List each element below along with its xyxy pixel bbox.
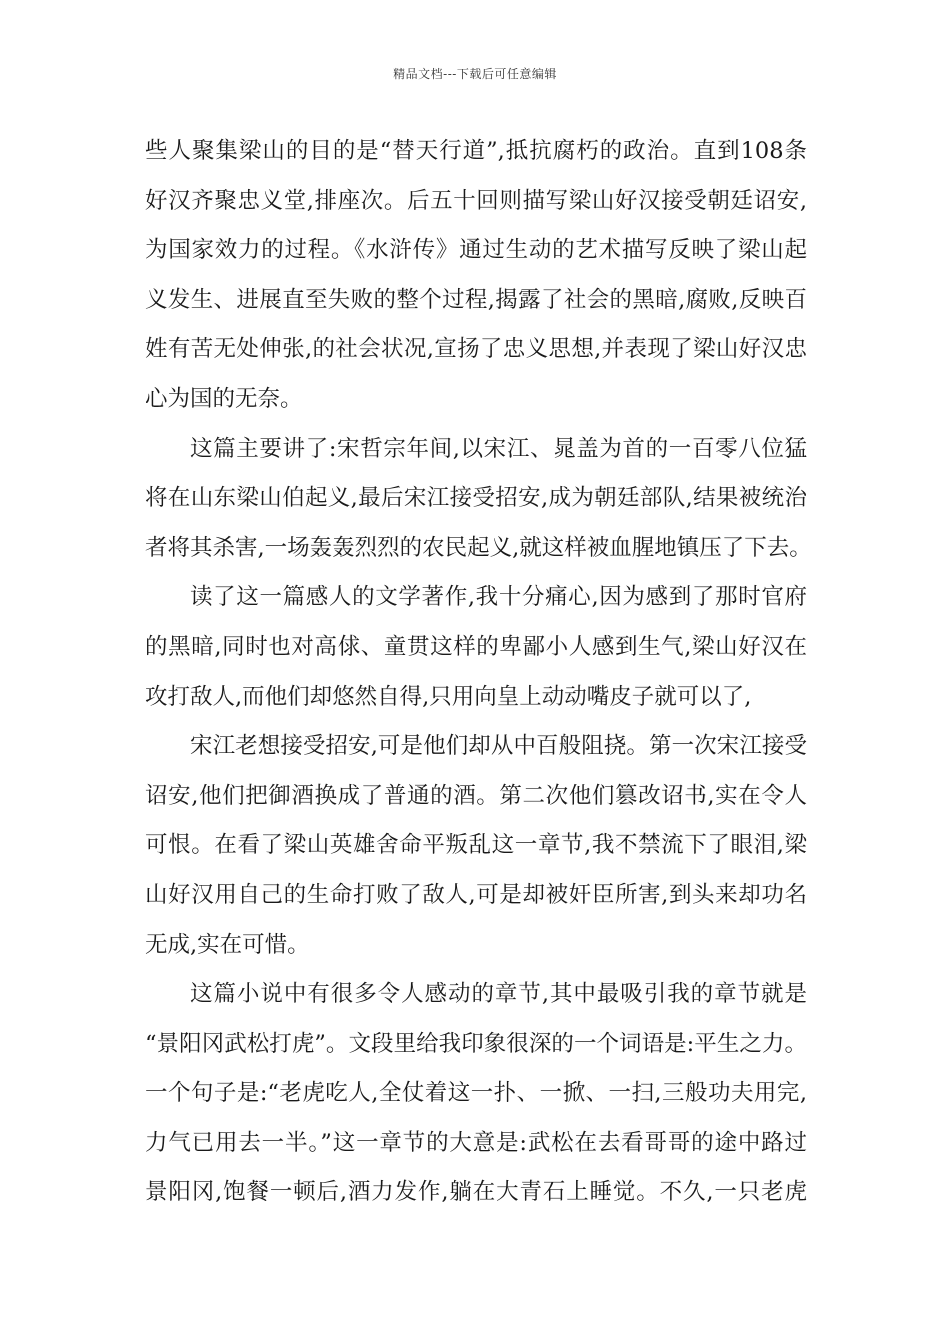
text-line: 为国家效力的过程。《水浒传》通过生动的艺术描写反映了梁山起 [145,237,807,264]
paragraph [145,728,807,976]
paragraph [145,976,807,1224]
text-line: 的黑暗,同时也对高俅、童贯这样的卑鄙小人感到生气,梁山好汉在 [145,633,807,660]
text-line: 诏安,他们把御酒换成了普通的酒。第二次他们篡改诏书,实在令人 [145,782,807,809]
text-line: 宋江老想接受招安,可是他们却从中百般阻挠。第一次宋江接受 [190,733,807,760]
text-line: 山好汉用自己的生命打败了敌人,可是却被奸臣所害,到头来却功名 [145,881,807,908]
text-line: 景阳冈,饱餐一顿后,酒力发作,躺在大青石上睡觉。不久,一只老虎 [145,1179,807,1206]
paragraph [145,579,807,728]
body-text [145,133,812,1224]
text-line: 好汉齐聚忠义堂,排座次。后五十回则描写梁山好汉接受朝廷诏安, [145,187,807,214]
text-line: 攻打敌人,而他们却悠然自得,只用向皇上动动嘴皮子就可以了, [145,683,752,710]
text-line: 将在山东梁山伯起义,最后宋江接受招安,成为朝廷部队,结果被统治 [145,485,807,512]
text-line: 一个句子是:“老虎吃人,全仗着这一扑、一掀、一扫,三般功夫用完, [145,1080,807,1107]
text-line: 姓有苦无处伸张,的社会状况,宣扬了忠义思想,并表现了梁山好汉忠 [145,336,807,363]
text-line: 这篇主要讲了:宋哲宗年间,以宋江、晁盖为首的一百零八位猛 [190,435,807,462]
text-line: 义发生、进展直至失败的整个过程,揭露了社会的黑暗,腐败,反映百 [145,286,807,313]
text-line: 这篇小说中有很多令人感动的章节,其中最吸引我的章节就是 [190,981,807,1008]
page-header: 精品文档---下载后可任意编辑 [393,67,557,81]
paragraph [145,431,812,580]
text-line: 心为国的无奈。 [145,385,303,412]
text-line: 可恨。在看了梁山英雄舍命平叛乱这一章节,我不禁流下了眼泪,梁 [145,832,807,859]
text-line: “景阳冈武松打虎”。文段里给我印象很深的一个词语是:平生之力。 [145,1030,807,1057]
text-line: 力气已用去一半。”这一章节的大意是:武松在去看哥哥的途中路过 [145,1129,807,1156]
paragraph [145,133,807,431]
text-line: 无成,实在可惜。 [145,931,310,958]
text-line: 些人聚集梁山的目的是“替天行道”,抵抗腐朽的政治。直到108条 [145,138,807,164]
text-line: 读了这一篇感人的文学著作,我十分痛心,因为感到了那时官府 [190,584,807,611]
text-line: 者将其杀害,一场轰轰烈烈的农民起义,就这样被血腥地镇压了下去。 [145,534,812,561]
